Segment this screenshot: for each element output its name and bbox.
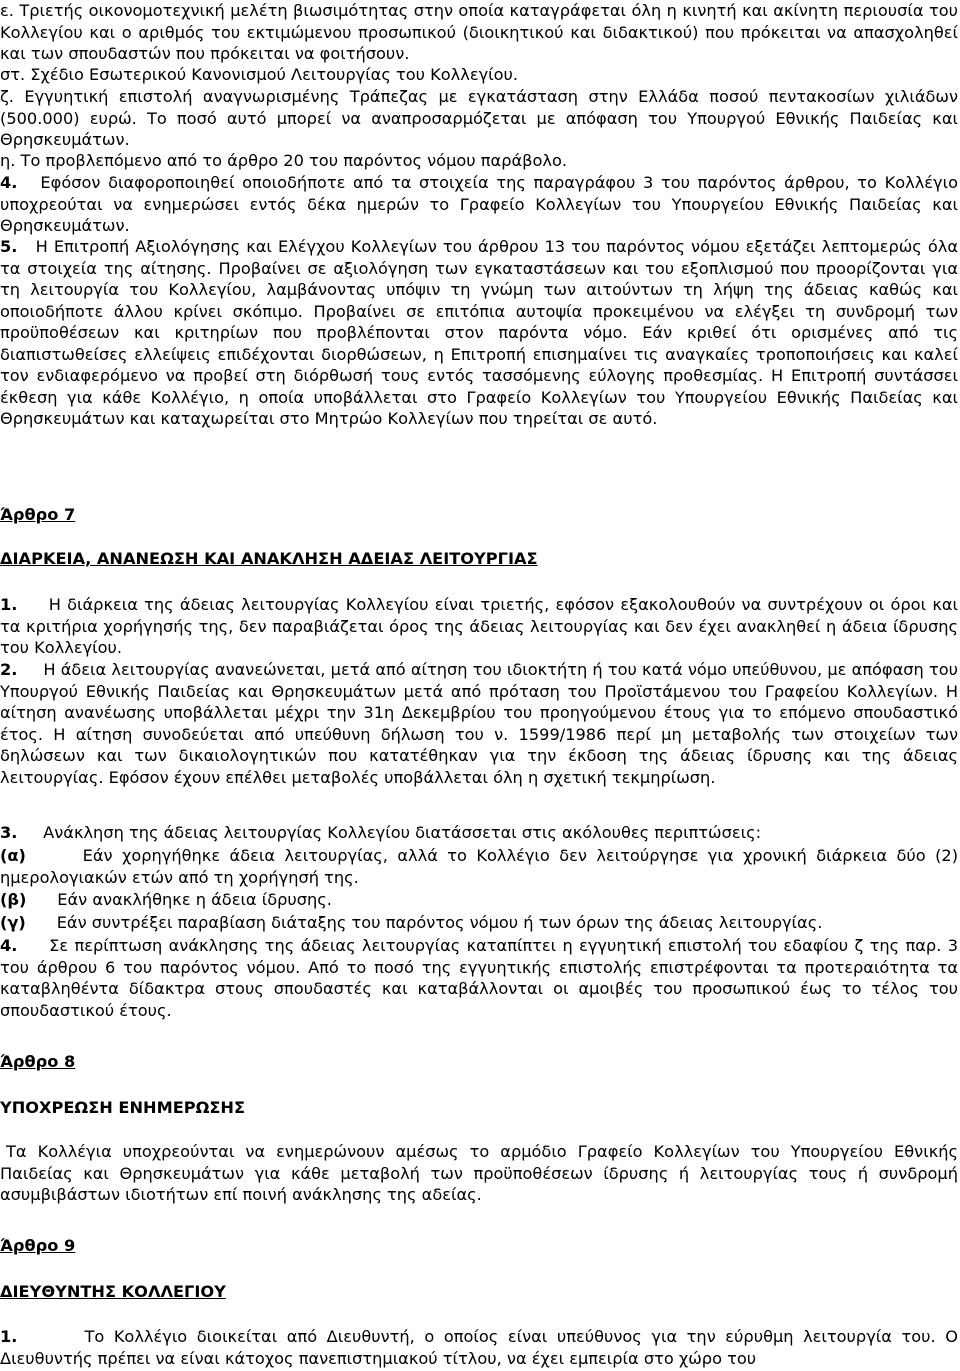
article-7-title: ΔΙΑΡΚΕΙΑ, ΑΝΑΝΕΩΣΗ ΚΑΙ ΑΝΑΚΛΗΣΗ ΑΔΕΙΑΣ ΛΕΙΤΟΥΡΓΙΑΣ bbox=[0, 549, 538, 568]
paragraph-text: Η διάρκεια της άδειας λειτουργίας Κολλεγίου είναι τριετής, εφόσον εξακολουθούν να συντρέχουν οι όροι και τα κριτήρια χορήγησής της, δεν παραβιάζεται όρος της άδειας λειτουργίας και δεν έχει ανακληθεί η άδεια ίδρυσης του Κολλεγίου. bbox=[0, 595, 959, 657]
paragraph-number: 3. bbox=[0, 823, 18, 842]
case-text: Εάν συντρέξει παραβίαση διάταξης του παρόντος νόμου ή των όρων της άδειας λειτουργίας. bbox=[56, 913, 823, 932]
case-b bbox=[0, 889, 958, 911]
case-g bbox=[0, 912, 958, 934]
paragraph-number: 4. bbox=[0, 936, 18, 955]
case-text: Εάν ανακλήθηκε η άδεια ίδρυσης. bbox=[57, 890, 332, 909]
paragraph-number: 2. bbox=[0, 660, 18, 679]
case-text: Εάν χορηγήθηκε άδεια λειτουργίας, αλλά το Κολλέγιο δεν λειτούργησε για χρονική διάρκεια δύο (2) ημερολογιακών ετών από τη χορήγησή της. bbox=[0, 846, 959, 887]
paragraph-text: Το Κολλέγιο διοικείται από Διευθυντή, ο οποίος είναι υπεύθυνος για την εύρυθμη λειτουργία του. Ο Διευθυντής πρέπει να είναι κάτοχος πανεπιστημιακού τίτλου, να έχει εμπειρία στο χώρο του bbox=[0, 1327, 958, 1368]
case-label: (β) bbox=[0, 890, 27, 909]
article-7-paragraph-2 bbox=[0, 659, 958, 788]
paragraph-text: Η άδεια λειτουργίας ανανεώνεται, μετά από αίτηση του ιδιοκτήτη ή του κατά νόμο υπεύθυνου, με απόφαση του Υπουργού Εθνικής Παιδείας και Θρησκευμάτων μετά από πρόταση του Προϊστάμενου του Γραφείου Κολλεγίων. Η αίτηση ανανέωσης υποβάλλεται μέχρι την 31η Δεκεμβρίου του προηγούμενου έτους για το επόμενο σπουδαστικό έτος. Η αίτηση συνοδεύεται από υπεύθυνη δήλωση του ν. 1599/1986 περί μη μεταβολής των στοιχείων των δηλώσεων και των δικαιολογητικών που κατατέθηκαν για την έκδοση της άδειας ίδρυσης και της άδειας λειτουργίας. Εφόσον έχουν επέλθει μεταβολές υποβάλλεται όλη η σχετική τεκμηρίωση. bbox=[0, 660, 958, 787]
paragraph-text: Εφόσον διαφοροποιηθεί οποιοδήποτε από τα στοιχεία της παραγράφου 3 του παρόντος άρθρου, το Κολλέγιο υποχρεούται να ενημερώσει εντός δέκα ημερών το Γραφείο Κολλεγίων του Υπουργείου Εθνικής Παιδείας και Θρησκευμάτων. bbox=[0, 173, 959, 235]
case-a bbox=[0, 845, 958, 888]
item-st: στ. Σχέδιο Εσωτερικού Κανονισμού Λειτουργίας του Κολλεγίου. bbox=[0, 65, 519, 84]
paragraph-number: 4. bbox=[0, 173, 18, 192]
case-label: (α) bbox=[0, 846, 26, 865]
item-i: η. Το προβλεπόμενο από το άρθρο 20 του παρόντος νόμου παράβολο. bbox=[0, 151, 568, 170]
paragraph-text: Ανάκληση της άδειας λειτουργίας Κολλεγίου διατάσσεται στις ακόλουθες περιπτώσεις: bbox=[43, 823, 762, 842]
article-9-title: ΔΙΕΥΘΥΝΤΗΣ ΚΟΛΛΕΓΙΟΥ bbox=[0, 1282, 226, 1301]
paragraph-text: Η Επιτροπή Αξιολόγησης και Ελέγχου Κολλεγίων του άρθρου 13 του παρόντος νόμου εξετάζει λεπτομερώς όλα τα στοιχεία της αίτησης. Προβαίνει σε αξιολόγηση των εγκαταστάσεων και του εξοπλισμού που προορίζονται για τη λειτουργία του Κολλεγίου, λαμβάνοντας υπόψιν τη γνώμη των αιτούντων τη λήψη της άδειας καθώς και οποιοδήποτε άλλου κρίνει σκόπιμο. Προβαίνει σε επιτόπια αυτοψία προκειμένου να ελέγξει τη συνδρομή των προϋποθέσεων και κριτηρίων που προβλέπονται στον παρόντα νόμο. Εάν κριθεί ότι ορισμένες από τις διαπιστωθείσες ελλείψεις επιδέχονται διορθώσεων, η Επιτροπή επισημαίνει τις αναγκαίες τροποποιήσεις και καλεί τον ενδιαφερόμενο να προβεί στη διόρθωσή τους εντός τασσόμενης εύλογης προθεσμίας. Η Επιτροπή συντάσσει έκθεση για κάθε Κολλέγιο, η οποία υποβάλλεται στο Γραφείο Κολλεγίων του Υπουργείου Εθνικής Παιδείας και Θρησκευμάτων και καταχωρείται στο Μητρώο Κολλεγίων που τηρείται σε αυτό. bbox=[0, 237, 958, 428]
article-7-paragraph-4 bbox=[0, 935, 958, 1021]
paragraph-4 bbox=[0, 172, 958, 237]
article-7-heading: Άρθρο 7 bbox=[0, 505, 76, 524]
paragraph-number: 1. bbox=[0, 1327, 18, 1346]
paragraph-number: 5. bbox=[0, 237, 18, 256]
article-9-paragraph-1 bbox=[0, 1326, 958, 1369]
paragraph-5 bbox=[0, 236, 958, 430]
item-e: ε. Τριετής οικονομοτεχνική μελέτη βιωσιμότητας στην οποία καταγράφεται όλη η κινητή και ακίνητη περιουσία του Κολλεγίου και ο αριθμός του εκτιμώμενου προσωπικού (διοικητικού και διδακτικού) που πρόκειται να απασχοληθεί και των σπουδαστών που πρόκειται να φοιτήσουν. bbox=[0, 1, 958, 63]
case-label: (γ) bbox=[0, 913, 26, 932]
article-8-text: Τα Κολλέγια υποχρεούνται να ενημερώνουν αμέσως το αρμόδιο Γραφείο Κολλεγίων του Υπουργείου Εθνικής Παιδείας και Θρησκευμάτων για κάθε μεταβολή των προϋποθέσεων ίδρυσης ή λειτουργίας τους ή συνδρομή ασυμβιβάστων ιδιοτήτων επί ποινή ανάκλησης της αδείας. bbox=[0, 1142, 958, 1204]
article-7-paragraph-3 bbox=[0, 822, 958, 844]
article-9-heading: Άρθρο 9 bbox=[0, 1236, 76, 1255]
article-8-title: ΥΠΟΧΡΕΩΣΗ ΕΝΗΜΕΡΩΣΗΣ bbox=[0, 1098, 246, 1117]
item-z: ζ. Εγγυητική επιστολή αναγνωρισμένης Τράπεζας με εγκατάσταση στην Ελλάδα ποσού πεντακοσίων χιλιάδων (500.000) ευρώ. Το ποσό αυτό μπορεί να αναπροσαρμόζεται με απόφαση του Υπουργού Εθνικής Παιδείας και Θρησκευμάτων. bbox=[0, 87, 958, 149]
article-7-paragraph-1 bbox=[0, 594, 958, 659]
paragraph-number: 1. bbox=[0, 595, 18, 614]
paragraph-text: Σε περίπτωση ανάκλησης της άδειας λειτουργίας καταπίπτει η εγγυητική επιστολή του εδαφίου ζ της παρ. 3 του άρθρου 6 του παρόντος νόμου. Από το ποσό της εγγυητικής επιστολής επιστρέφονται τα προτεραιότητα τα καταβληθέντα δίδακτρα στους σπουδαστές και καταβάλλονται οι αμοιβές του προσωπικού έως το τέλος του σπουδαστικού έτους. bbox=[0, 936, 958, 1020]
article-8-heading: Άρθρο 8 bbox=[0, 1052, 76, 1071]
